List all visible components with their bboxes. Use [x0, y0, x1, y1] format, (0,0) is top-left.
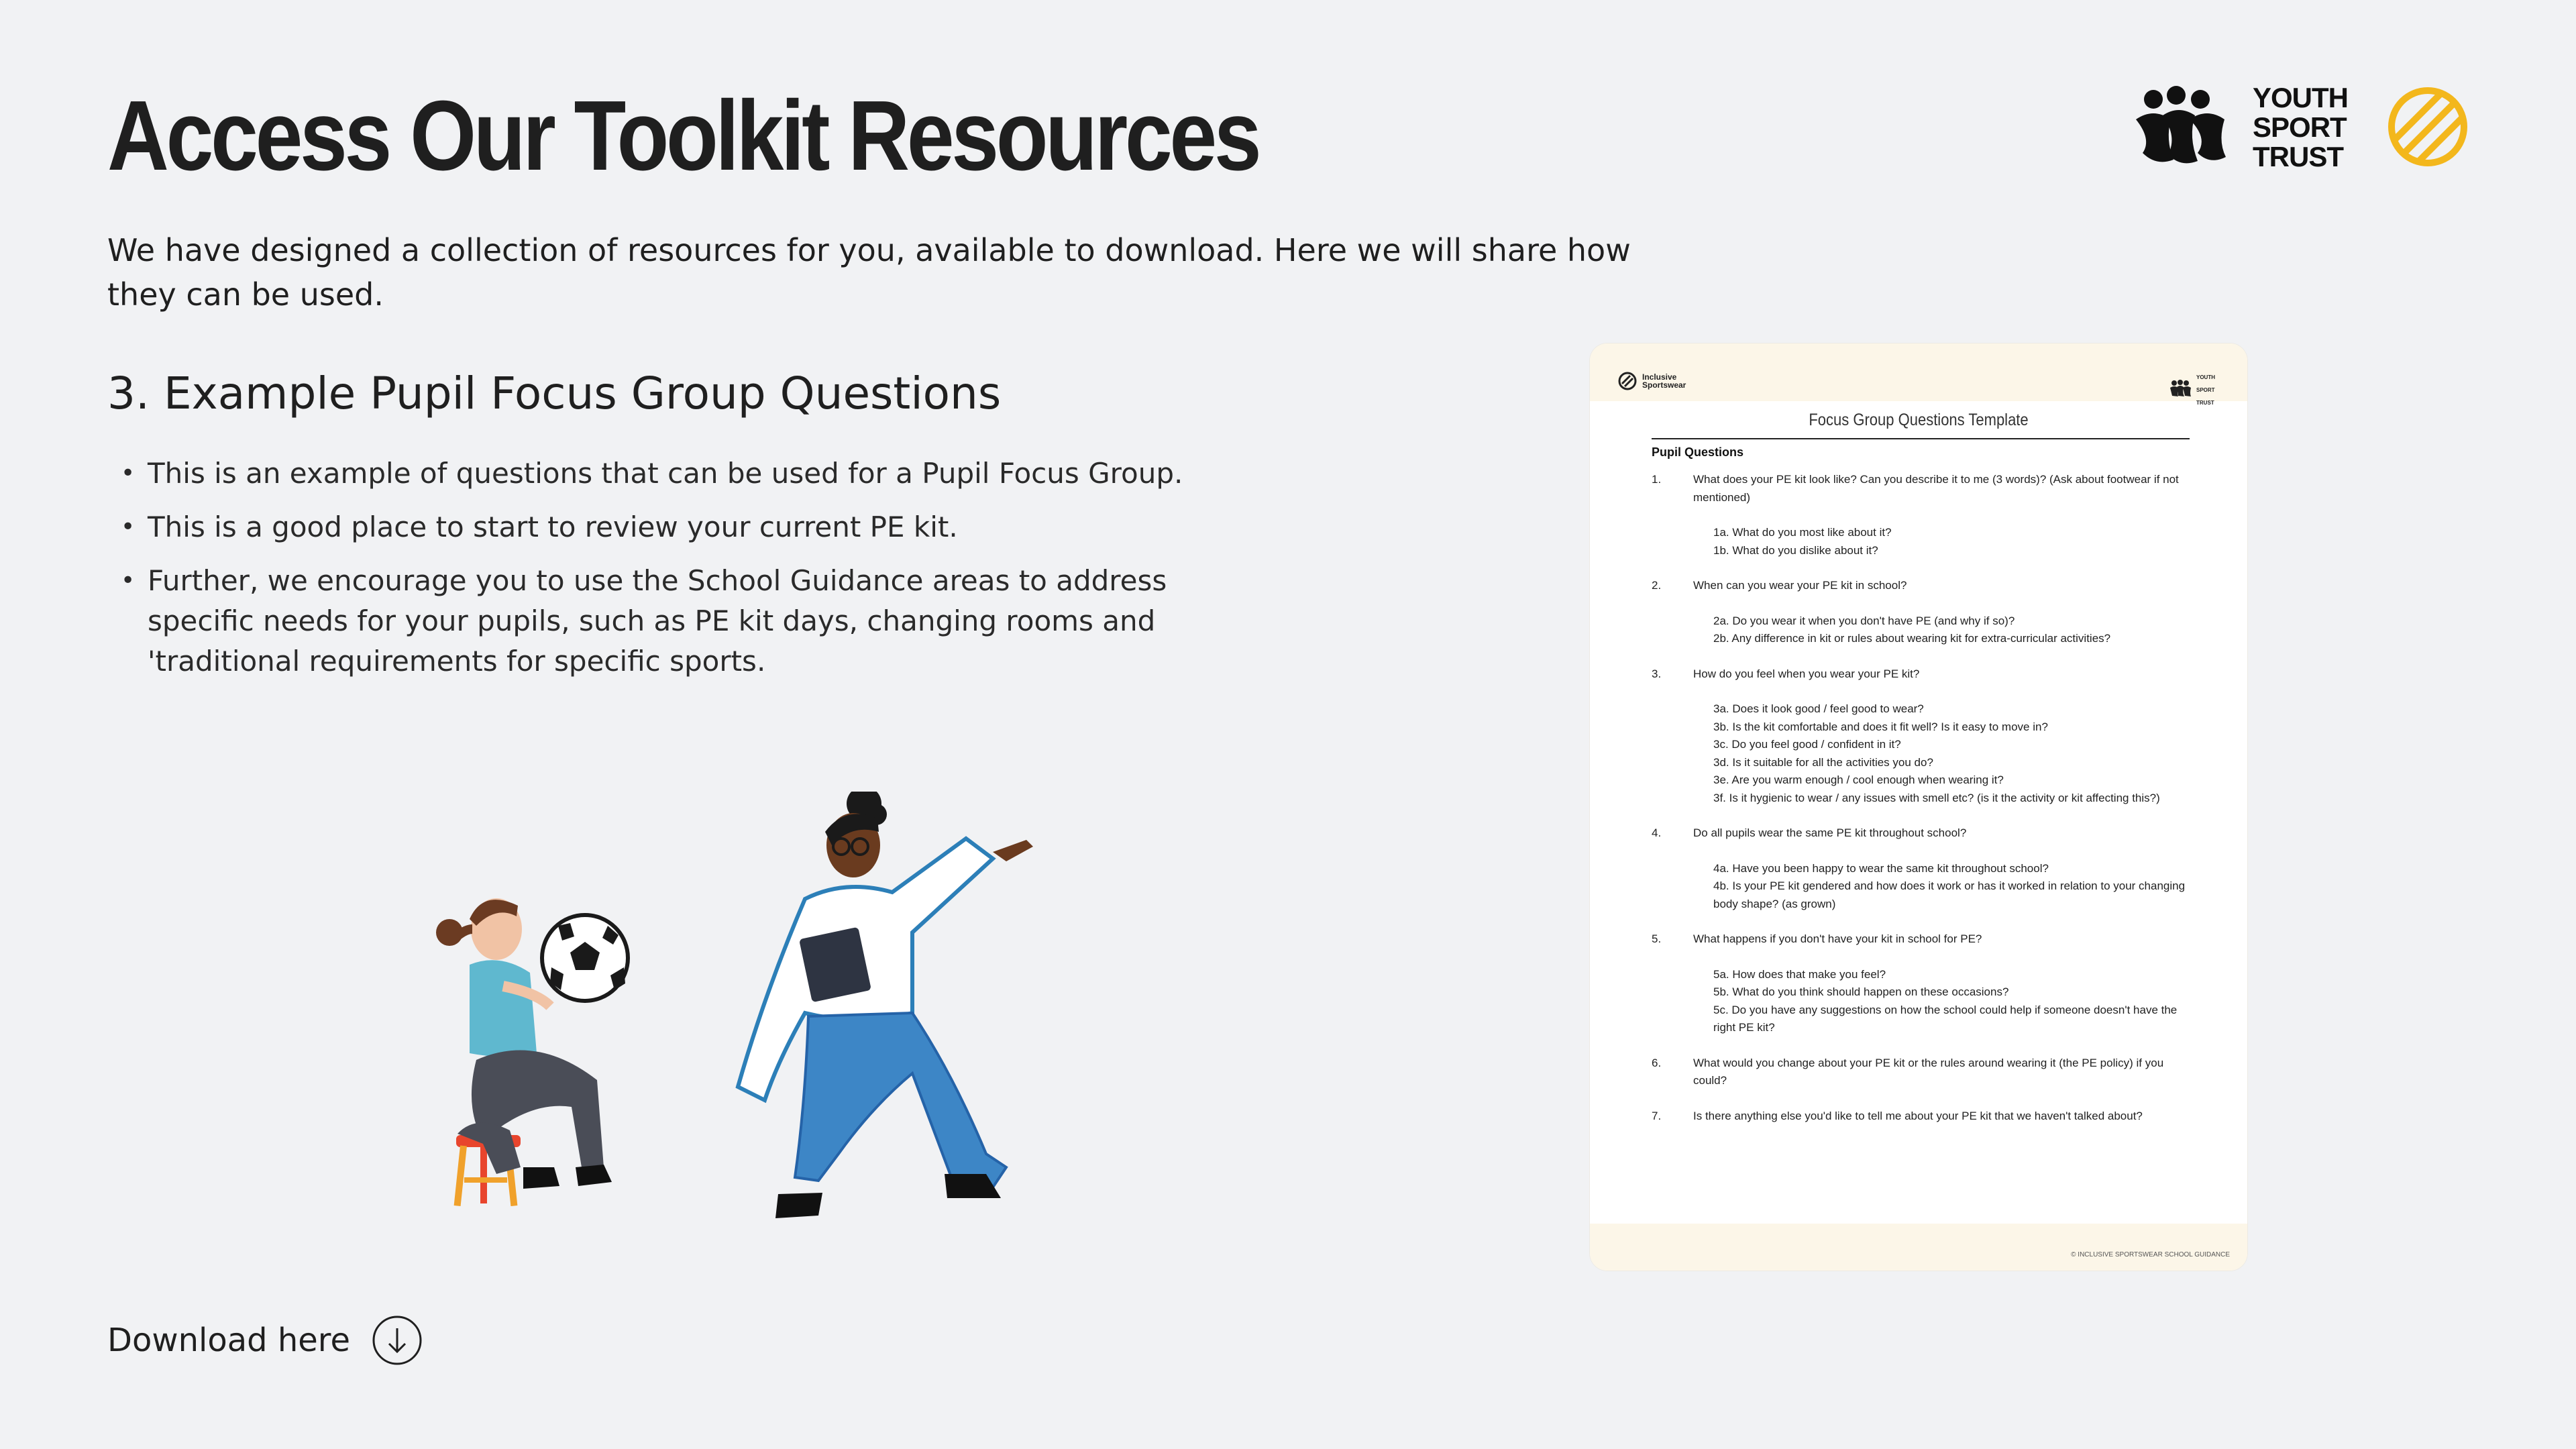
sub-question: 3d. Is it suitable for all the activities you do?	[1713, 755, 1933, 769]
question-text: When can you wear your PE kit in school?	[1693, 579, 1907, 592]
youth-sport-trust-logo	[2133, 83, 2348, 172]
download-label: Download here	[107, 1322, 351, 1359]
bullet-list	[107, 453, 1261, 695]
document-question	[1652, 665, 2188, 808]
download-button[interactable]	[107, 1315, 423, 1366]
sub-question: 4b. Is your PE kit gendered and how does it work or has it worked in relation to your changing body shape? (as grown)	[1713, 879, 2186, 910]
inclusive-sportswear-logo-icon	[2387, 86, 2469, 168]
document-title: Focus Group Questions Template	[1809, 411, 2029, 429]
youth-sport-trust-brand: YOUTH SPORT TRUST	[2169, 369, 2215, 407]
question-number: 5.	[1652, 932, 1662, 945]
sub-question-list	[1713, 860, 2188, 914]
document-footer-text: © INCLUSIVE SPORTSWEAR SCHOOL GUIDANCE	[2071, 1251, 2230, 1258]
section-heading: 3. Example Pupil Focus Group Questions	[107, 368, 1002, 419]
sub-question-list	[1713, 700, 2188, 807]
document-header	[1590, 343, 2247, 406]
youth-sport-trust-wordmark: YOUTH SPORT TRUST	[2253, 82, 2348, 172]
question-text: Do all pupils wear the same PE kit throughout school?	[1693, 826, 1967, 839]
page-title: Access Our Toolkit Resources	[107, 80, 1259, 191]
sub-question-list	[1713, 966, 2188, 1037]
youth-sport-trust-mark-icon	[2169, 380, 2192, 397]
sub-question: 1a. What do you most like about it?	[1713, 526, 1892, 539]
sub-question: 5a. How does that make you feel?	[1713, 967, 1886, 981]
sub-question: 2b. Any difference in kit or rules about wearing kit for extra-curricular activities?	[1713, 632, 2111, 645]
document-question-list	[1652, 471, 2188, 1142]
football-icon	[542, 915, 628, 1001]
document-question	[1652, 471, 2188, 559]
youth-sport-trust-figures-icon	[2133, 86, 2241, 169]
pupils-illustration	[402, 792, 1114, 1261]
sub-question: 1b. What do you dislike about it?	[1713, 543, 1878, 557]
sub-question: 2a. Do you wear it when you don't have PE (and why if so)?	[1713, 614, 2015, 627]
sub-question: 3b. Is the kit comfortable and does it fit well? Is it easy to move in?	[1713, 720, 2048, 733]
document-footer	[1590, 1224, 2247, 1271]
sub-question: 5c. Do you have any suggestions on how the school could help if someone doesn't have the right PE kit?	[1713, 1003, 2178, 1034]
arrow-down-circle-icon	[372, 1315, 423, 1366]
inclusive-sportswear-brand: Inclusive Sportswear	[1618, 372, 1686, 390]
document-question	[1652, 824, 2188, 913]
question-number: 4.	[1652, 826, 1662, 839]
document-question	[1652, 577, 2188, 648]
intro-text: We have designed a collection of resources for you, available to download. Here we will share how they can be used.	[107, 232, 1631, 313]
question-text: What would you change about your PE kit or the rules around wearing it (the PE policy) if you could?	[1693, 1056, 2164, 1087]
question-number: 3.	[1652, 667, 1662, 680]
question-number: 1.	[1652, 473, 1662, 486]
teacher-figure	[738, 792, 1033, 1218]
sub-question-list	[1713, 524, 2188, 559]
question-number: 6.	[1652, 1056, 1662, 1069]
question-text: How do you feel when you wear your PE kit?	[1693, 667, 1920, 680]
sub-question-list	[1713, 612, 2188, 648]
question-text: What does your PE kit look like? Can you describe it to me (3 words)? (Ask about footwear if not mentioned)	[1693, 473, 2179, 504]
sub-question: 3a. Does it look good / feel good to wear?	[1713, 702, 1924, 715]
sub-question: 3e. Are you warm enough / cool enough when wearing it?	[1713, 773, 2004, 786]
document-section-heading: Pupil Questions	[1652, 445, 1744, 459]
document-question	[1652, 930, 2188, 1037]
sub-question: 4a. Have you been happy to wear the same kit throughout school?	[1713, 861, 2049, 875]
bullet-item: • Further, we encourage you to use the School Guidance areas to address specific needs for your pupils, such as PE kit days, changing rooms and 'traditional requirements for specific sports.	[121, 564, 1167, 678]
sub-question: 3c. Do you feel good / confident in it?	[1713, 738, 1901, 751]
sub-question: 5b. What do you think should happen on these occasions?	[1713, 985, 2009, 998]
question-text: Is there anything else you'd like to tell me about your PE kit that we haven't talked about?	[1693, 1109, 2143, 1122]
question-text: What happens if you don't have your kit in school for PE?	[1693, 932, 1982, 945]
document-question	[1652, 1108, 2188, 1126]
sub-question: 3f. Is it hygienic to wear / any issues with smell etc? (is it the activity or kit affecting this?)	[1713, 791, 2160, 804]
bullet-item: • This is an example of questions that can be used for a Pupil Focus Group.	[121, 457, 1183, 490]
question-number: 7.	[1652, 1109, 1662, 1122]
bullet-item: • This is a good place to start to review your current PE kit.	[121, 511, 958, 543]
document-title-rule	[1652, 438, 2190, 439]
document-question	[1652, 1055, 2188, 1090]
document-preview[interactable]	[1590, 343, 2247, 1271]
question-number: 2.	[1652, 579, 1662, 592]
inclusive-sportswear-mark-icon	[1618, 372, 1637, 390]
